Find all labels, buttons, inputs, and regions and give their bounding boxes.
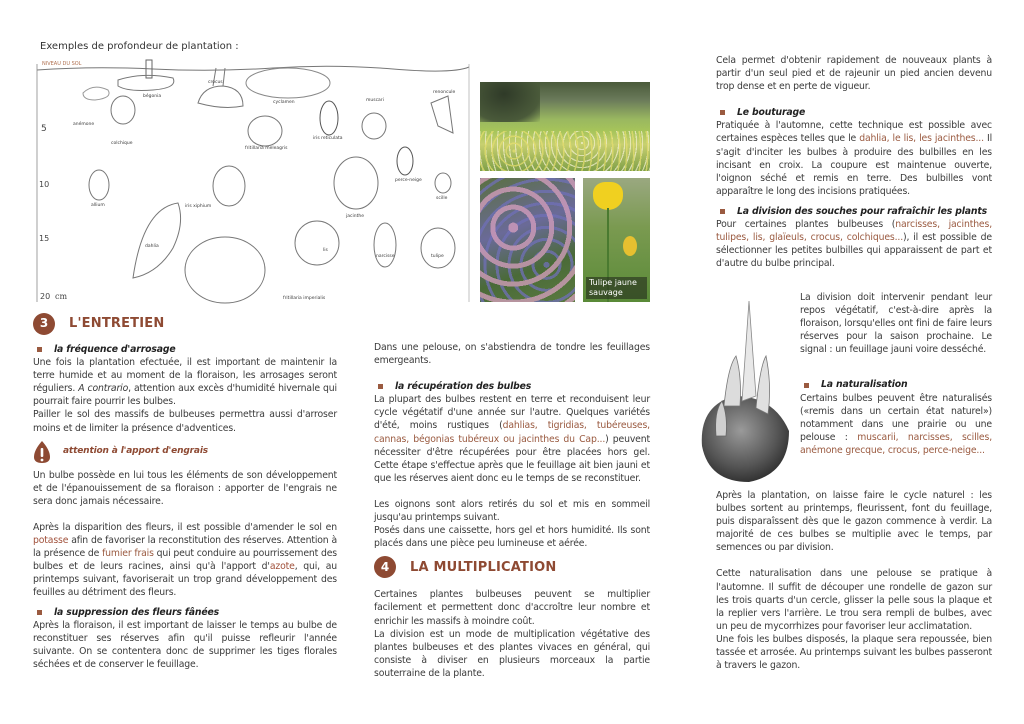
bulb-label: bégonia (143, 94, 162, 99)
paragraph: Une fois les bulbes disposés, la plaque sera repoussée, bien tassée et arrosée. Au printemps suivant les bulbes passeront à travers le gazon. (716, 633, 992, 672)
bulb-label: dahlia (145, 244, 159, 249)
bulb-label: iris reticulata (313, 136, 343, 141)
bulb-label: allium (91, 203, 105, 208)
subheading-suppression: la suppression des fleurs fânées (33, 606, 337, 619)
tulip-bud (623, 236, 637, 256)
bullet-square-icon (37, 610, 42, 615)
paragraph: La plupart des bulbes restent en terre et reconduisent leur cycle végétatif d'une année sur l'autre. Quelques variétés d'été, moins rustiques (dahlias, tigridias, tubéreuses, cannas, bégonias tubéreux ou jacinthes du Cap...) peuvent nécessiter d'être récupérées pour être placées hors gel. Cette étape s'effectue après que le feuillage ait bien jauni et que les réserves aient donc eu le temps de se reconstituer. (374, 394, 650, 484)
paragraph: Cette naturalisation dans une pelouse se pratique à l'automne. Il suffit de découper une rondelle de gazon sur les trois quarts d'un cercle, glisser la pelle sous la plaque et la replier vers l'arrière. Le trou sera rempli de bulbes, avec un peu de mycorrhizes pour favoriser leur acclimatation. (716, 568, 992, 632)
column-right (716, 54, 992, 270)
exclamation-warning-icon (33, 440, 51, 464)
column-right-lower (800, 291, 992, 457)
warning-engrais: attention à l'apport d'engrais (33, 440, 337, 464)
bulb-label: cyclamen (273, 100, 295, 105)
bulb-label: colchique (111, 141, 133, 146)
bulb-label: renoncule (433, 90, 456, 95)
paragraph: Pour certaines plantes bulbeuses (narcisses, jacinthes, tulipes, lis, glaïeuls, crocus, colchiques...), il est possible de sélectionner les petites bulbilles qui apparaissent de part et d'autre du bulbe principal. (716, 219, 993, 270)
photo-tulips-anemones (480, 178, 575, 302)
depth-tick-5: 5 (41, 124, 47, 134)
photo-caption: Tulipe jaune sauvage (586, 277, 647, 299)
bullet-square-icon (37, 347, 42, 352)
paragraph: Dans une pelouse, on s'abstiendra de tondre les feuillages emergeants. (374, 342, 650, 367)
bullet-square-icon (804, 383, 809, 388)
depth-tick-15: 15 (39, 234, 50, 243)
paragraph: Un bulbe possède en lui tous les éléments de son développement et de l'épanouissement de sa floraison : apporter de l'engrais ne sera donc jamais nécessaire. (33, 469, 337, 507)
section-4-heading (374, 556, 650, 578)
photo-yellow-tulip (583, 178, 650, 302)
subheading-naturalisation: La naturalisation (800, 378, 992, 391)
depth-unit: cm (55, 292, 68, 301)
depth-tick-20: 20 (40, 292, 51, 301)
bulb-label: fritillaria imperialis (283, 296, 326, 301)
bulb-label: perce-neige (395, 178, 422, 183)
paragraph: Cela permet d'obtenir rapidement de nouveaux plants à partir d'un seul pied et de rajeunir un pied ancien devenu trop dense et en perte de vigueur. (716, 55, 992, 93)
subheading-recuperation: la récupération des bulbes (374, 380, 650, 393)
bulb-label: tulipe (431, 254, 444, 259)
column-middle (374, 341, 650, 680)
tulip-flower (593, 182, 623, 210)
section-title: LA MULTIPLICATION (410, 559, 557, 575)
bulb-label: anémone (73, 122, 95, 127)
photo-meadow (480, 82, 650, 171)
subheading-bouturage: Le bouturage (716, 106, 992, 119)
depth-tick-10: 10 (39, 180, 50, 189)
bullet-square-icon (378, 384, 383, 389)
paragraph: Les oignons sont alors retirés du sol et mis en sommeil jusqu'au printemps suivant. (374, 498, 650, 524)
paragraph: Pailler le sol des massifs de bulbeuses permettra aussi d'arroser moins et de limiter la présence d'adventices. (33, 409, 337, 434)
paragraph: Après la plantation, on laisse faire le cycle naturel : les bulbes sortent au printemps, fleurissent, font du feuillage, puis disparaîssent dès que le gazon commence à verdir. La majorité de ces bulbes se multiplie avec le temps, par semences ou par division. (716, 490, 992, 554)
flower-dots (480, 178, 575, 302)
bullet-square-icon (720, 110, 725, 115)
paragraph: Pratiquée à l'automne, cette technique est possible avec certaines espèces telles que le dahlia, le lis, les jacinthes... Il s'agit d'inciter les bulbes à produire des bulbilles en les incisant en croix. La coupure est maintenue ouverte, l'oignon séché et remis en terre. Des bulbilles vont apparaître le long des incisions pratiquées. (716, 120, 993, 197)
paragraph: Certains bulbes peuvent être naturalisés («remis dans un certain état naturel») notamment dans une prairie ou une pelouse : muscarii, narcisses, scilles, anémone grecque, crocus, perce-neige... (800, 392, 993, 456)
paragraph: La division doit intervenir pendant leur repos végétatif, c'est-à-dire après la floraison, lorsqu'elles ont fini de faire leurs réserves pour la saison prochaine. Le signal : un feuillage jauni voire desséché. (800, 292, 992, 356)
flower-dots (480, 131, 650, 171)
bulb-division-illustration (694, 296, 794, 486)
column-right-bottom (716, 489, 992, 672)
paragraph: Après la disparition des fleurs, il est possible d'amender le sol en potasse afin de favoriser la reconstitution des réserves. Attention à la présence de fumier frais qui peut conduire au pourrissement des bulbes et de leurs racines, ainsi qu'à l'apport d'azote, qui, au printemps suivant, favoriserait un trop grand développement des feuilles au détriment des fleurs. (33, 521, 338, 599)
paragraph: Certaines plantes bulbeuses peuvent se multiplier facilement et permettent donc d'accroître leur nombre et enrichir les massifs à moindre coût. (374, 589, 650, 627)
paragraph: Après la floraison, il est important de laisser le temps au bulbe de reconstituer ses réserves afin qu'il puisse refleurir l'année suivante. On se contentera donc de supprimer les tiges florales séchées et de conserver le feuillage. (33, 619, 337, 670)
tree-shadow (480, 82, 540, 122)
bulb-label: iris xiphium (185, 204, 212, 209)
bulb-label: muscari (366, 98, 384, 103)
bulb-label: narcisse (376, 254, 395, 259)
diagram-caption: Exemples de profondeur de plantation : (40, 41, 239, 52)
column-left (33, 313, 337, 671)
section-title: L'ENTRETIEN (69, 316, 165, 332)
planting-depth-diagram (33, 58, 473, 304)
bulb-label: lis (323, 248, 328, 253)
subheading-division: La division des souches pour rafraîchir les plants (716, 205, 992, 218)
subheading-arrosage: la fréquence d'arrosage (33, 343, 337, 356)
bulb-label: scille (436, 196, 448, 201)
bulb-label: jacinthe (346, 214, 364, 219)
bulb-label: fritillaria meleagris (245, 146, 288, 151)
section-number-badge: 4 (374, 556, 396, 578)
paragraph: Posés dans une caissette, hors gel et hors humidité. Ils sont placés dans une pièce peu lumineuse et aérée. (374, 525, 650, 550)
paragraph: Une fois la plantation efectuée, il est important de maintenir la terre humide et au moment de la floraison, les arrosages seront réguliers. A contrario, attention aux excès d'humidité hivernale qui pourrait faire pourrir les bulbes. (33, 357, 337, 408)
bullet-square-icon (720, 209, 725, 214)
bulb-sketch (694, 296, 794, 486)
section-number-badge: 3 (33, 313, 55, 335)
ground-level-label: NIVEAU DU SOL (42, 61, 82, 67)
bulb-label: crocus (208, 80, 223, 85)
section-3-heading (33, 313, 337, 335)
paragraph: La division est un mode de multiplication végétative des plantes bulbeuses et des plantes vivaces en général, qui consiste à diviser en plusieurs morceaux la partie souterraine de la plante. (374, 628, 650, 679)
